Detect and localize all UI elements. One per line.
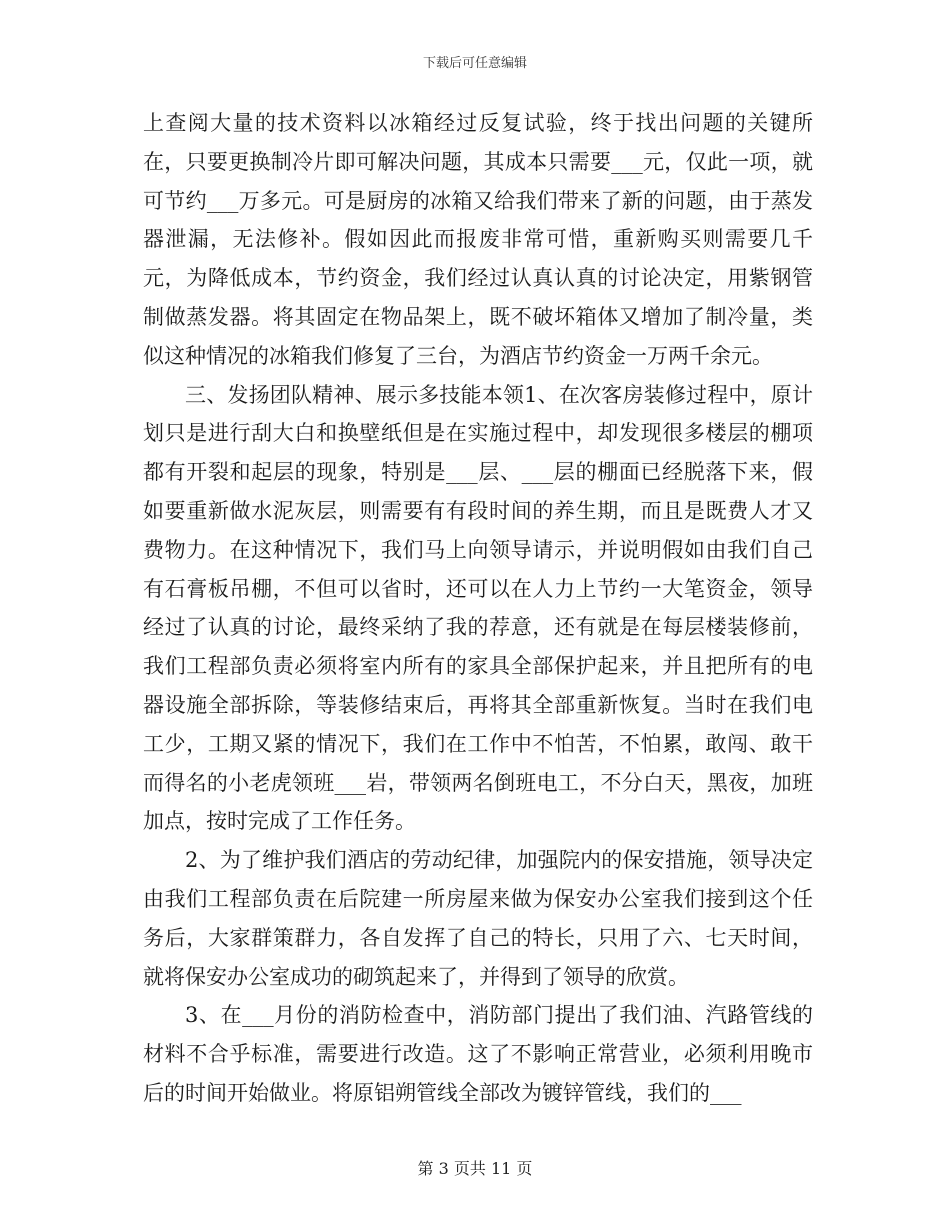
paragraph-4: 3、在___月份的消防检查中，消防部门提出了我们油、汽路管线的材料不合乎标准，需要进行改造。这了不影响正常营业，必须利用晚市后的时间开始做业。将原铝朔管线全部改为镀锌管线，我们的___ bbox=[143, 1003, 813, 1105]
page-footer: 第 3 页共 11 页 bbox=[417, 1159, 533, 1178]
paragraph-1: 上查阅大量的技术资料以冰箱经过反复试验，终于找出问题的关键所在，只要更换制冷片即可解决问题，其成本只需要___元，仅此一项，就可节约___万多元。可是厨房的冰箱又给我们带来了新的问题，由于蒸发器泄漏，无法修补。假如因此而报废非常可惜，重新购买则需要几千元，为降低成本，节约资金，我们经过认真认真的讨论决定，用紫钢管制做蒸发器。将其固定在物品架上，既不破坏箱体又增加了制冷量，类似这种情况的冰箱我们修复了三台，为酒店节约资金一万两千余元。 bbox=[143, 111, 813, 368]
paragraph-3: 2、为了维护我们酒店的劳动纪律，加强院内的保安措施，领导决定由我们工程部负责在后院建一所房屋来做为保安办公室我们接到这个任务后，大家群策群力，各自发挥了自己的特长，只用了六、七天时间，就将保安办公室成功的砌筑起来了，并得到了领导的欣赏。 bbox=[143, 848, 813, 989]
paragraph-2: 三、发扬团队精神、展示多技能本领1、在次客房装修过程中，原计划只是进行刮大白和换壁纸但是在实施过程中，却发现很多楼层的棚项都有开裂和起层的现象，特别是___层、___层的棚面已经脱落下来，假如要重新做水泥灰层，则需要有有段时间的养生期，而且是既费人才又费物力。在这种情况下，我们马上向领导请示，并说明假如由我们自己有石膏板吊棚，不但可以省时，还可以在人力上节约一大笔资金，领导经过了认真的讨论，最终采纳了我的荐意，还有就是在每层楼装修前，我们工程部负责必须将室内所有的家具全部保护起来，并且把所有的电器设施全部拆除，等装修结束后，再将其全部重新恢复。当时在我们电工少，工期又紧的情况下，我们在工作中不怕苦，不怕累，敢闯、敢干而得名的小老虎领班___岩，带领两名倒班电工，不分白天，黑夜，加班加点，按时完成了工作任务。 bbox=[143, 382, 813, 834]
document-body bbox=[143, 104, 813, 1113]
page-header: 下载后可任意编辑 bbox=[422, 56, 527, 71]
